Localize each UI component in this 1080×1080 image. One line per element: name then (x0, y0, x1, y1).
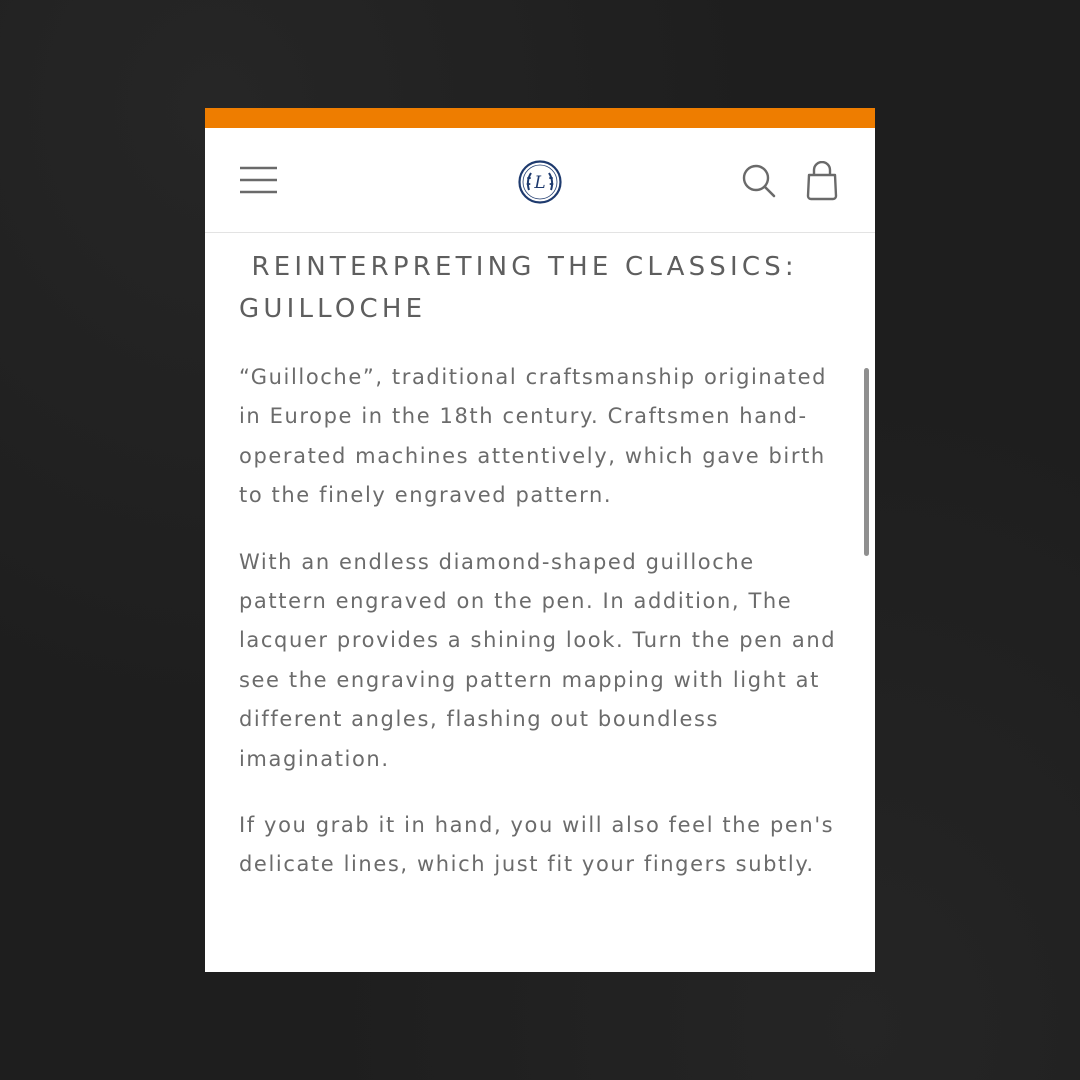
search-button[interactable] (741, 163, 777, 199)
brand-logo[interactable] (518, 160, 562, 204)
accent-bar (205, 108, 875, 128)
article-content (239, 246, 849, 885)
menu-button[interactable] (239, 166, 279, 194)
article-paragraph: With an endless diamond-shaped guilloche pattern engraved on the pen. In addition, The lacquer provides a shining look. Turn the pen and see the engraving pattern mapping with light at different angles, flashing out boundless imagination. (239, 549, 837, 771)
hamburger-menu-icon (239, 166, 279, 194)
search-icon (741, 163, 777, 199)
article-title: REINTERPRETING THE CLASSICS: GUILLOCHE (239, 252, 811, 324)
scrollbar-thumb[interactable] (864, 368, 869, 556)
cart-button[interactable] (804, 161, 840, 201)
laurel-monogram-logo (518, 160, 562, 204)
article-paragraph: If you grab it in hand, you will also feel the pen's delicate lines, which just fit your fingers subtly. (239, 813, 835, 877)
logo-monogram-letter: L (534, 173, 546, 193)
shopping-bag-icon (804, 161, 840, 201)
mobile-page (205, 108, 875, 972)
article-paragraph: “Guilloche”, traditional craftsmanship originated in Europe in the 18th century. Craftsmen hand-operated machines attentively, which gave birth to the finely engraved pattern. (239, 365, 828, 508)
site-header (205, 128, 875, 233)
